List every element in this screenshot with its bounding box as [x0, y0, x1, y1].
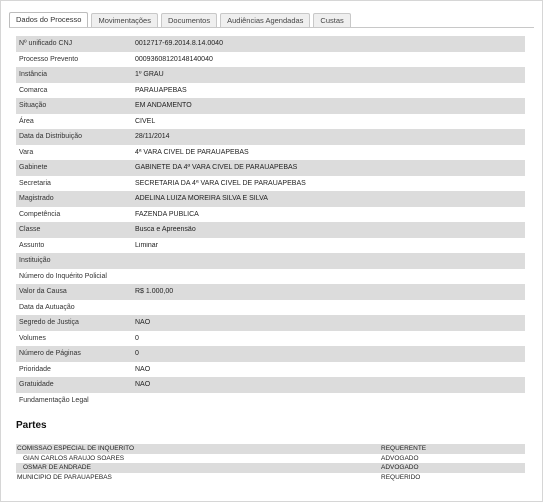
detail-row [16, 98, 525, 114]
detail-label: Classe [19, 226, 41, 234]
detail-value: 1º GRAU [135, 71, 164, 79]
detail-row [16, 160, 525, 176]
detail-row [16, 129, 525, 145]
detail-label: Competência [19, 210, 61, 218]
parties-table [16, 444, 525, 482]
detail-label: Prioridade [19, 365, 51, 373]
detail-row [16, 331, 525, 347]
partes-title: Partes [16, 420, 47, 431]
tab-documentos[interactable]: Documentos [161, 13, 217, 27]
detail-value: 0 [135, 334, 139, 342]
party-name: MUNICIPIO DE PARAUAPEBAS [17, 473, 112, 481]
detail-row [16, 346, 525, 362]
detail-row [16, 393, 525, 409]
detail-label: Gratuidade [19, 381, 54, 389]
party-role: REQUERENTE [381, 445, 427, 453]
detail-label: Instituição [19, 257, 51, 265]
process-details-table [16, 36, 525, 408]
detail-label: Vara [19, 148, 34, 156]
detail-label: Nº unificado CNJ [19, 40, 73, 48]
detail-label: Área [19, 117, 34, 125]
detail-row [16, 114, 525, 130]
detail-value: PARAUAPEBAS [135, 86, 187, 94]
detail-row [16, 315, 525, 331]
detail-label: Assunto [19, 241, 45, 249]
detail-label: Comarca [19, 86, 48, 94]
detail-label: Data da Autuação [19, 303, 75, 311]
tab-movimentacoes[interactable]: Movimentações [91, 13, 158, 27]
detail-value: CÍVEL [135, 117, 156, 125]
detail-row [16, 269, 525, 285]
tab-dados-do-processo[interactable]: Dados do Processo [9, 12, 88, 27]
detail-value: EM ANDAMENTO [135, 102, 192, 110]
detail-value: FAZENDA PÚBLICA [135, 210, 199, 218]
party-role: REQUERIDO [381, 473, 421, 481]
detail-label: Instância [19, 71, 48, 79]
detail-row [16, 67, 525, 83]
detail-label: Gabinete [19, 164, 48, 172]
detail-value: NÃO [135, 381, 151, 389]
detail-value: 4ª VARA CÍVEL DE PARAUAPEBAS [135, 148, 249, 156]
detail-value: Liminar [135, 241, 158, 249]
detail-label: Secretaria [19, 179, 51, 187]
tab-custas[interactable]: Custas [313, 13, 350, 27]
detail-value: 0012717-69.2014.8.14.0040 [135, 40, 223, 48]
detail-row [16, 191, 525, 207]
detail-row [16, 145, 525, 161]
detail-value: NÃO [135, 365, 151, 373]
detail-row [16, 377, 525, 393]
detail-row [16, 36, 525, 52]
tab-audiencias-agendadas[interactable]: Audiências Agendadas [220, 13, 310, 27]
detail-row [16, 253, 525, 269]
detail-label: Valor da Causa [19, 288, 67, 296]
detail-row [16, 284, 525, 300]
detail-row [16, 176, 525, 192]
detail-label: Magistrado [19, 195, 54, 203]
detail-value: NÃO [135, 319, 151, 327]
detail-row [16, 207, 525, 223]
detail-label: Fundamentação Legal [19, 396, 89, 404]
detail-label: Volumes [19, 334, 46, 342]
detail-row [16, 83, 525, 99]
detail-value: 00093608120148140040 [135, 55, 213, 63]
detail-row [16, 238, 525, 254]
detail-label: Número do Inquérito Policial [19, 272, 107, 280]
detail-row [16, 52, 525, 68]
detail-label: Situação [19, 102, 47, 110]
detail-value: SECRETARIA DA 4ª VARA CIVEL DE PARAUAPEBAS [135, 179, 306, 187]
party-name: COMISSAO ESPECIAL DE INQUERITO [17, 445, 135, 453]
detail-label: Data da Distribuição [19, 133, 83, 141]
detail-row [16, 300, 525, 316]
detail-label: Processo Prevento [19, 55, 79, 63]
party-row [16, 463, 525, 473]
detail-row [16, 222, 525, 238]
party-row [16, 444, 525, 454]
detail-value: 0 [135, 350, 139, 358]
tab-divider [9, 27, 534, 28]
detail-value: 28/11/2014 [135, 133, 170, 141]
party-role: ADVOGADO [381, 464, 419, 472]
detail-label: Número de Páginas [19, 350, 81, 358]
detail-row [16, 362, 525, 378]
party-role: ADVOGADO [381, 454, 419, 462]
party-name: OSMAR DE ANDRADE [23, 464, 91, 472]
party-name: GIAN CARLOS ARAUJO SOARES [23, 454, 125, 462]
party-row [16, 454, 525, 464]
detail-value: ADELINA LUIZA MOREIRA SILVA E SILVA [135, 195, 268, 203]
detail-value: R$ 1.000,00 [135, 288, 174, 296]
detail-value: GABINETE DA 4ª VARA CIVEL DE PARAUAPEBAS [135, 164, 298, 172]
detail-label: Segredo de Justiça [19, 319, 79, 327]
party-row [16, 473, 525, 483]
detail-value: Busca e Apreensão [135, 226, 196, 234]
tab-bar [9, 12, 354, 27]
